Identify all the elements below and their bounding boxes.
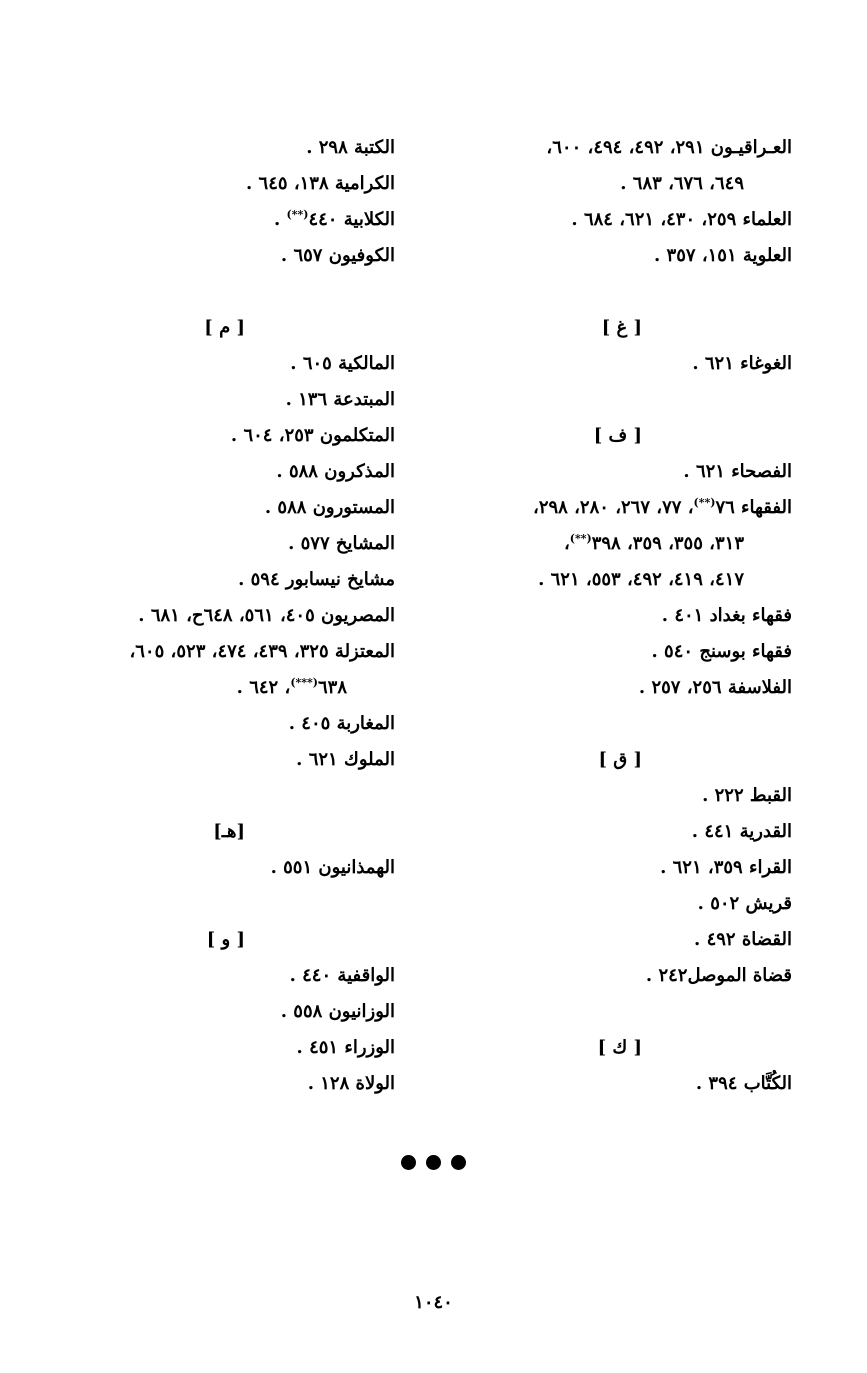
entry-text: القبط ٢٢٢ . bbox=[702, 785, 792, 806]
entry-text: ٤١٧، ٤١٩، ٤٩٢، ٥٥٣، ٦٢١ . bbox=[538, 569, 744, 590]
entry-text: [ ف ] bbox=[593, 425, 642, 446]
entry-text-after: ، ٧٧، ٢٦٧، ٢٨٠، ٢٩٨، bbox=[533, 497, 694, 518]
footnote-marker: (**) bbox=[569, 532, 592, 545]
index-entry bbox=[412, 202, 792, 238]
entry-text: الفلاسفة ٢٥٦، ٢٥٧ . bbox=[638, 677, 792, 698]
entry-text-after: ، ٦٤٢ . bbox=[236, 677, 291, 698]
entry-text-after: . bbox=[273, 209, 287, 230]
entry-text: الكرامية ١٣٨، ٦٤٥ . bbox=[245, 173, 395, 194]
entry-text: القدرية ٤٤١ . bbox=[691, 821, 792, 842]
entry-text: العلوية ١٥١، ٣٥٧ . bbox=[653, 245, 792, 266]
index-entry-continuation bbox=[5, 670, 395, 706]
section-letter-heading bbox=[412, 742, 792, 778]
page-number: ١٠٤٠ bbox=[414, 1292, 453, 1313]
entry-text: المبتدعة ١٣٦ . bbox=[285, 389, 395, 410]
entry-text: المتكلمون ٢٥٣، ٦٠٤ . bbox=[230, 425, 395, 446]
index-entry bbox=[412, 346, 792, 382]
index-entry bbox=[412, 634, 792, 670]
section-letter-heading bbox=[412, 1030, 792, 1066]
section-letter-heading bbox=[5, 310, 395, 346]
index-entry bbox=[5, 742, 395, 778]
entry-text: الولاة ١٢٨ . bbox=[307, 1073, 395, 1094]
index-column-left bbox=[5, 130, 395, 1102]
index-entry bbox=[5, 958, 395, 994]
entry-text: المصريون ٤٠٥، ٥٦١، ٦٤٨ح، ٦٨١ . bbox=[138, 605, 395, 626]
index-entry bbox=[5, 166, 395, 202]
entry-text: [ غ ] bbox=[601, 317, 642, 338]
index-entry-continuation bbox=[412, 526, 792, 562]
index-entry bbox=[412, 670, 792, 706]
index-entry bbox=[412, 130, 792, 166]
entry-text: القضاة ٤٩٢ . bbox=[694, 929, 792, 950]
entry-text: قريش ٥٠٢ . bbox=[697, 893, 792, 914]
section-letter-heading bbox=[412, 418, 792, 454]
entry-text: المعتزلة ٣٢٥، ٤٣٩، ٤٧٤، ٥٢٣، ٦٠٥، bbox=[129, 641, 395, 662]
section-gap bbox=[5, 274, 395, 310]
index-entry bbox=[5, 238, 395, 274]
index-entry bbox=[412, 922, 792, 958]
index-entry bbox=[5, 418, 395, 454]
index-entry bbox=[412, 778, 792, 814]
entry-text: المالكية ٦٠٥ . bbox=[290, 353, 395, 374]
index-entry bbox=[5, 598, 395, 634]
entry-text: العـراقيـون ٢٩١، ٤٩٢، ٤٩٤، ٦٠٠، bbox=[546, 137, 792, 158]
ornament-dot bbox=[426, 1155, 441, 1170]
entry-text: الكوفيون ٦٥٧ . bbox=[280, 245, 395, 266]
entry-text: فقهاء بغداد ٤٠١ . bbox=[661, 605, 792, 626]
index-entry bbox=[5, 1066, 395, 1102]
entry-text: ٦٤٩، ٦٧٦، ٦٨٣ . bbox=[620, 173, 744, 194]
entry-text: الفقهاء ٧٦ bbox=[715, 497, 792, 518]
ornament-dot bbox=[401, 1155, 416, 1170]
entry-text: [ و ] bbox=[206, 929, 245, 950]
ornament-dot bbox=[451, 1155, 466, 1170]
entry-text: الهمذانيون ٥٥١ . bbox=[270, 857, 395, 878]
section-gap bbox=[412, 994, 792, 1030]
entry-text: الوزراء ٤٥١ . bbox=[296, 1037, 395, 1058]
index-entry bbox=[412, 958, 792, 994]
index-entry bbox=[412, 454, 792, 490]
entry-text: الكتبة ٢٩٨ . bbox=[306, 137, 395, 158]
index-entry bbox=[412, 598, 792, 634]
section-gap bbox=[412, 382, 792, 418]
entry-text: مشايخ نيسابور ٥٩٤ . bbox=[238, 569, 395, 590]
index-entry bbox=[5, 634, 395, 670]
section-gap bbox=[412, 274, 792, 310]
entry-text: الملوك ٦٢١ . bbox=[296, 749, 395, 770]
entry-text: المستورون ٥٨٨ . bbox=[264, 497, 395, 518]
section-gap bbox=[5, 778, 395, 814]
index-entry bbox=[5, 562, 395, 598]
index-entry bbox=[5, 490, 395, 526]
index-column-right bbox=[412, 130, 792, 1102]
index-entry bbox=[412, 850, 792, 886]
entry-text: [هـ] bbox=[213, 821, 245, 842]
index-entry-continuation bbox=[412, 166, 792, 202]
index-entry bbox=[5, 994, 395, 1030]
index-entry bbox=[412, 886, 792, 922]
section-gap bbox=[5, 886, 395, 922]
index-entry bbox=[5, 130, 395, 166]
index-entry bbox=[5, 346, 395, 382]
footnote-marker: (**) bbox=[286, 208, 309, 221]
section-end-ornament bbox=[0, 1155, 867, 1174]
entry-text-after: ، bbox=[563, 533, 570, 554]
index-entry bbox=[5, 706, 395, 742]
section-gap bbox=[412, 706, 792, 742]
section-letter-heading bbox=[5, 922, 395, 958]
entry-text: الوزانيون ٥٥٨ . bbox=[280, 1001, 395, 1022]
entry-text: ٣١٣، ٣٥٥، ٣٥٩، ٣٩٨ bbox=[591, 533, 744, 554]
index-entry bbox=[5, 202, 395, 238]
entry-text: المغاربة ٤٠٥ . bbox=[288, 713, 395, 734]
index-entry bbox=[5, 850, 395, 886]
entry-text: القراء ٣٥٩، ٦٢١ . bbox=[660, 857, 792, 878]
entry-text: [ ق ] bbox=[598, 749, 642, 770]
section-letter-heading bbox=[5, 814, 395, 850]
index-entry bbox=[412, 814, 792, 850]
index-entry bbox=[412, 1066, 792, 1102]
entry-text: ٦٣٨ bbox=[317, 677, 347, 698]
entry-text: المشايخ ٥٧٧ . bbox=[288, 533, 395, 554]
index-entry bbox=[412, 490, 792, 526]
entry-text: المذكرون ٥٨٨ . bbox=[276, 461, 395, 482]
index-entry bbox=[5, 1030, 395, 1066]
entry-text: الفصحاء ٦٢١ . bbox=[683, 461, 792, 482]
entry-text: [ م ] bbox=[204, 317, 245, 338]
index-entry bbox=[5, 382, 395, 418]
footnote-marker: (**) bbox=[693, 496, 716, 509]
index-entry bbox=[5, 454, 395, 490]
entry-text: قضاة الموصل٢٤٢ . bbox=[645, 965, 792, 986]
index-entry bbox=[412, 238, 792, 274]
entry-text: الكلابية ٤٤٠ bbox=[308, 209, 395, 230]
section-letter-heading bbox=[412, 310, 792, 346]
entry-text: الواقفية ٤٤٠ . bbox=[289, 965, 395, 986]
entry-text: العلماء ٢٥٩، ٤٣٠، ٦٢١، ٦٨٤ . bbox=[571, 209, 792, 230]
entry-text: الغوغاء ٦٢١ . bbox=[692, 353, 792, 374]
entry-text: الكُتَّاب ٣٩٤ . bbox=[695, 1073, 792, 1094]
index-entry bbox=[5, 526, 395, 562]
index-entry-continuation bbox=[412, 562, 792, 598]
entry-text: فقهاء بوسنج ٥٤٠ . bbox=[651, 641, 792, 662]
footnote-marker: (***) bbox=[290, 676, 318, 689]
entry-text: [ ك ] bbox=[597, 1037, 642, 1058]
